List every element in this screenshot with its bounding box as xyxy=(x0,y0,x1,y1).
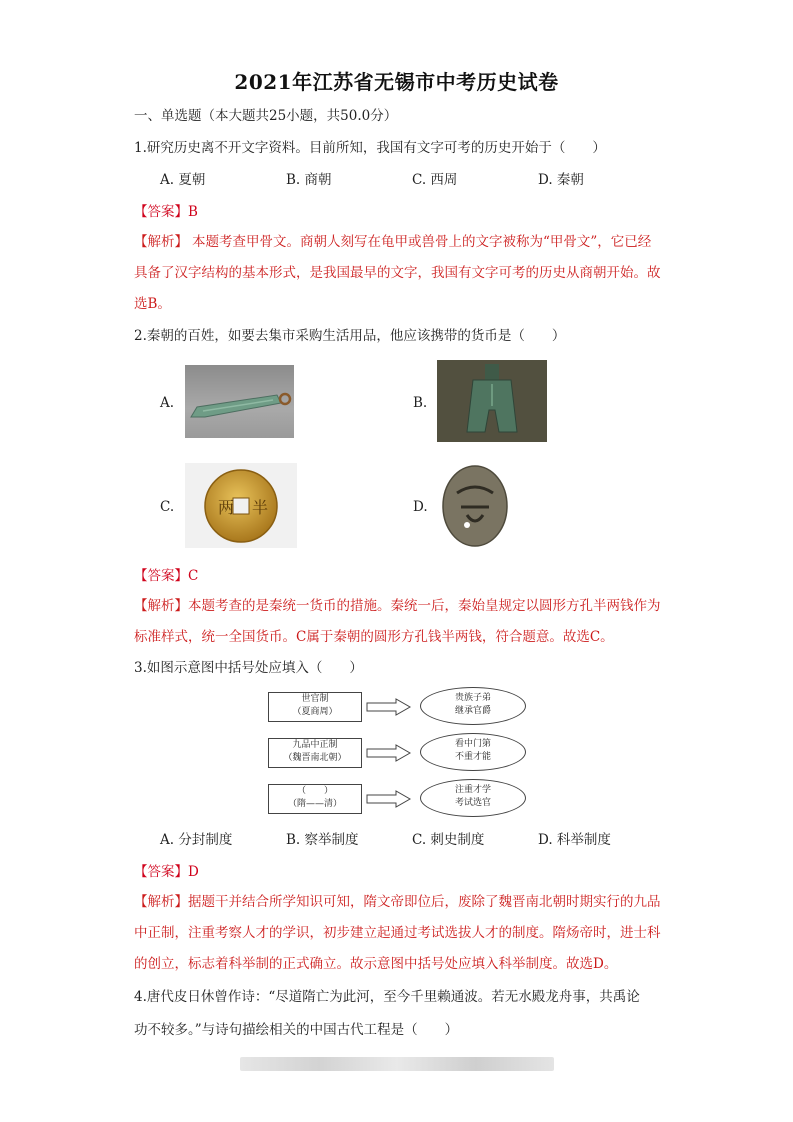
selection-system-diagram xyxy=(268,686,528,820)
diagram-right-oval-1 xyxy=(420,687,526,725)
diagram-right-oval-2 xyxy=(420,733,526,771)
q2-option-b[interactable]: B. xyxy=(413,395,428,411)
q2-answer-value: C xyxy=(188,568,199,584)
diagram-left-3-line1: （ ） xyxy=(296,786,333,796)
diagram-right-2-line2: 不重才能 xyxy=(454,752,491,762)
diagram-left-2-line1: 九品中正制 xyxy=(292,740,338,750)
q3-option-b[interactable]: B. 察举制度 xyxy=(286,832,359,848)
q2-answer xyxy=(134,566,198,586)
svg-text:半: 半 xyxy=(252,498,269,517)
question-4-stem-line2: 功不较多。”与诗句描绘相关的中国古代工程是（ ） xyxy=(134,1022,459,1038)
q3-option-a[interactable]: A. 分封制度 xyxy=(160,832,233,848)
diagram-left-2-line2: （魏晋南北朝） xyxy=(283,753,347,763)
q1-answer-value: B xyxy=(188,204,198,220)
question-4-stem-line1: 4.唐代皮日休曾作诗：“尽道隋亡为此河，至今千里赖通波。若无水殿龙舟事，共禹论 xyxy=(134,989,640,1005)
page-title: 2021年江苏省无锡市中考历史试卷 xyxy=(234,70,559,94)
diagram-right-3-line2: 考试选官 xyxy=(454,798,491,808)
q1-analysis-text: 本题考查甲骨文。商朝人刻写在龟甲或兽骨上的文字被称为“甲骨文”，它已经具备了汉字结构的基本形式，是我国最早的文字，我国有文字可考的历史从商朝开始。故选B。 xyxy=(134,234,661,312)
diagram-right-3-line1: 注重才学 xyxy=(454,785,491,795)
q1-option-a[interactable]: A. 夏朝 xyxy=(160,172,206,188)
q3-answer-value: D xyxy=(188,864,199,880)
diagram-right-oval-3 xyxy=(420,779,526,817)
q2-option-a[interactable]: A. xyxy=(160,395,175,411)
arrow-right-icon xyxy=(366,790,412,808)
knife-coin-image xyxy=(185,365,294,438)
diagram-left-1-line2: （夏商周） xyxy=(292,707,338,717)
answer-label: 【答案】 xyxy=(134,568,188,584)
banliang-coin-image xyxy=(185,463,297,548)
analysis-label: 【解析】 xyxy=(134,894,188,910)
analysis-label: 【解析】 xyxy=(134,234,188,250)
svg-text:两: 两 xyxy=(218,498,235,517)
diagram-right-2-line1: 看中门第 xyxy=(454,739,491,749)
question-1-stem: 1.研究历史离不开文字资料。目前所知，我国有文字可考的历史开始于（ ） xyxy=(134,140,606,156)
q3-answer xyxy=(134,862,199,882)
blurred-watermark xyxy=(240,1057,554,1071)
q1-option-d[interactable]: D. 秦朝 xyxy=(538,172,584,188)
q3-analysis-text: 据题干并结合所学知识可知，隋文帝即位后，废除了魏晋南北朝时期实行的九品中正制，注重考察人才的学识，初步建立起通过考试选拔人才的制度。隋炀帝时，进士科的创立，标志着科举制的正式确立。故示意图中括号处应填入科举制度。故选D。 xyxy=(134,894,661,972)
q3-option-c[interactable]: C. 刺史制度 xyxy=(412,832,485,848)
question-3-stem: 3.如图示意图中括号处应填入（ ） xyxy=(134,660,363,676)
analysis-label: 【解析】 xyxy=(134,598,188,614)
q3-analysis xyxy=(134,887,662,980)
spade-coin-image xyxy=(437,360,547,442)
q2-option-d[interactable]: D. xyxy=(413,499,428,515)
diagram-left-box-3 xyxy=(268,784,362,814)
diagram-left-1-line1: 世官制 xyxy=(301,694,329,704)
diagram-left-box-1 xyxy=(268,692,362,722)
diagram-right-1-line1: 贵族子弟 xyxy=(454,693,491,703)
q2-analysis-text: 本题考查的是秦统一货币的措施。秦统一后，秦始皇规定以圆形方孔半两钱作为标准样式，统一全国货币。C属于秦朝的圆形方孔钱半两钱，符合题意。故选C。 xyxy=(134,598,661,645)
diagram-left-3-line2: （隋——清） xyxy=(287,799,342,809)
section-heading: 一、单选题（本大题共25小题，共50.0分） xyxy=(134,108,398,124)
q2-option-c[interactable]: C. xyxy=(160,499,175,515)
q1-option-b[interactable]: B. 商朝 xyxy=(286,172,332,188)
q2-analysis xyxy=(134,591,662,653)
question-2-stem: 2.秦朝的百姓，如要去集市采购生活用品，他应该携带的货币是（ ） xyxy=(134,328,566,344)
arrow-right-icon xyxy=(366,744,412,762)
q1-answer xyxy=(134,202,198,222)
arrow-right-icon xyxy=(366,698,412,716)
answer-label: 【答案】 xyxy=(134,864,188,880)
answer-label: 【答案】 xyxy=(134,204,188,220)
diagram-right-1-line2: 继承官爵 xyxy=(454,706,491,716)
q1-analysis xyxy=(134,227,662,320)
diagram-left-box-2 xyxy=(268,738,362,768)
q1-option-c[interactable]: C. 西周 xyxy=(412,172,458,188)
antnose-coin-image xyxy=(437,463,513,548)
q3-option-d[interactable]: D. 科举制度 xyxy=(538,832,611,848)
